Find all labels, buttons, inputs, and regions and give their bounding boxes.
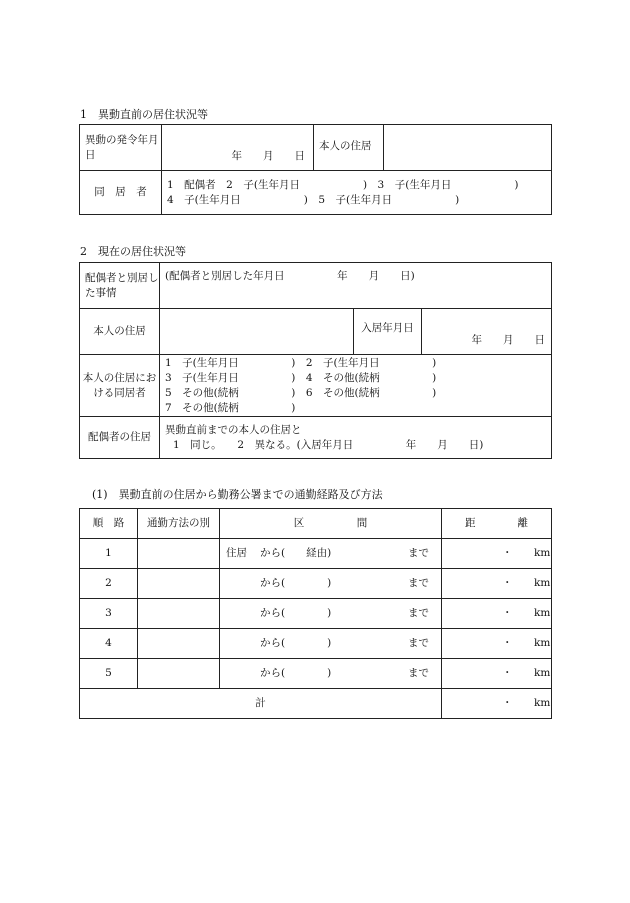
row-distance[interactable] — [442, 539, 552, 569]
row-method[interactable] — [138, 539, 220, 569]
nyukyo-label: 入居年月日 — [354, 309, 422, 355]
header-method: 通勤方法の別 — [138, 509, 220, 539]
header-order: 順 路 — [80, 509, 138, 539]
table-row — [80, 569, 552, 599]
row-no: 1 — [80, 539, 138, 569]
honnin-label-2: 本人の住居 — [80, 309, 160, 355]
dokyo-line-1: 1 配偶者 2 子(生年月日 ) 3 子(生年月日 ) — [167, 178, 519, 191]
total-distance[interactable] — [442, 689, 552, 719]
table-row — [80, 539, 552, 569]
row-km: km — [534, 637, 551, 649]
row-section[interactable] — [220, 569, 442, 599]
row-method[interactable] — [138, 599, 220, 629]
row-dot: ・ — [502, 667, 513, 679]
haigusha-label: 配偶者の住居 — [80, 417, 160, 459]
row-km: km — [534, 577, 551, 589]
bekkyo-label: 配偶者と別居した事情 — [80, 263, 160, 309]
row-method[interactable] — [138, 569, 220, 599]
header-section: 区 間 — [220, 509, 442, 539]
row-made: まで — [408, 667, 429, 679]
section3-title: (1) 異動直前の住居から勤務公署までの通勤経路及び方法 — [92, 488, 383, 501]
total-dot: ・ — [502, 697, 513, 709]
section1-table — [79, 124, 552, 215]
row-dot: ・ — [502, 547, 513, 559]
dokyo-cell-1[interactable] — [162, 171, 552, 215]
row-dot: ・ — [502, 607, 513, 619]
row-made: まで — [408, 637, 429, 649]
haigusha-line-2: 1 同じ。 2 異なる。(入居年月日 年 月 日) — [173, 438, 484, 451]
dokyo-label-2: 本人の住居における同居者 — [80, 355, 160, 417]
table-row — [80, 659, 552, 689]
honnin-label-1: 本人の住居 — [314, 125, 384, 171]
nyukyo-date: 年 月 日 — [471, 334, 545, 346]
dokyo-cell-2[interactable] — [160, 355, 552, 417]
row-no: 3 — [80, 599, 138, 629]
dokyo2-line-2: 3 子(生年月日 ) 4 その他(続柄 ) — [165, 371, 437, 384]
row-no: 4 — [80, 629, 138, 659]
hatsurei-label: 異動の発令年月日 — [80, 125, 162, 171]
header-distance: 距 離 — [442, 509, 552, 539]
row-method[interactable] — [138, 659, 220, 689]
dokyo-line-2: 4 子(生年月日 ) 5 子(生年月日 ) — [167, 193, 460, 206]
table-row — [80, 599, 552, 629]
row-dot: ・ — [502, 577, 513, 589]
bekkyo-cell[interactable] — [160, 263, 552, 309]
total-label: 計 — [80, 689, 442, 719]
honnin-value-2[interactable] — [160, 309, 354, 355]
row-distance[interactable] — [442, 629, 552, 659]
hatsurei-date: 年 月 日 — [231, 150, 305, 162]
row-no: 2 — [80, 569, 138, 599]
hatsurei-date-cell[interactable] — [162, 125, 314, 171]
row-kara: から( ) — [260, 577, 332, 589]
commute-table — [79, 508, 552, 719]
row-section[interactable] — [220, 539, 442, 569]
row-section[interactable] — [220, 599, 442, 629]
total-row — [80, 689, 552, 719]
section2-title: 2 現在の居住状況等 — [80, 245, 186, 258]
row-made: まで — [408, 577, 429, 589]
row-section[interactable] — [220, 659, 442, 689]
row-distance[interactable] — [442, 599, 552, 629]
dokyo2-line-1: 1 子(生年月日 ) 2 子(生年月日 ) — [165, 356, 437, 369]
total-km: km — [534, 697, 551, 709]
row-kara: から( ) — [260, 637, 332, 649]
table-row — [80, 629, 552, 659]
dokyo2-line-4: 7 その他(続柄 ) — [165, 401, 296, 414]
row-kara: から( ) — [260, 667, 332, 679]
row-made: まで — [408, 547, 429, 559]
row-km: km — [534, 667, 551, 679]
row-no: 5 — [80, 659, 138, 689]
row-km: km — [534, 607, 551, 619]
haigusha-line-1: 異動直前までの本人の住居と — [165, 423, 302, 436]
row-made: まで — [408, 607, 429, 619]
row-kara: から( ) — [260, 607, 332, 619]
dokyo-label-1: 同 居 者 — [80, 171, 162, 215]
row-kara: から( 経由) — [260, 547, 332, 559]
row-distance[interactable] — [442, 659, 552, 689]
section1-title: 1 異動直前の居住状況等 — [80, 108, 208, 121]
haigusha-cell[interactable] — [160, 417, 552, 459]
section2-table — [79, 262, 552, 459]
row-section[interactable] — [220, 629, 442, 659]
dokyo2-line-3: 5 その他(続柄 ) 6 その他(続柄 ) — [165, 386, 437, 399]
row-distance[interactable] — [442, 569, 552, 599]
honnin-value-1[interactable] — [384, 125, 552, 171]
row-dot: ・ — [502, 637, 513, 649]
row-from: 住居 — [226, 547, 247, 559]
nyukyo-date-cell[interactable] — [422, 309, 552, 355]
row-method[interactable] — [138, 629, 220, 659]
row-km: km — [534, 547, 551, 559]
bekkyo-value: (配偶者と別居した年月日 年 月 日) — [165, 270, 415, 282]
